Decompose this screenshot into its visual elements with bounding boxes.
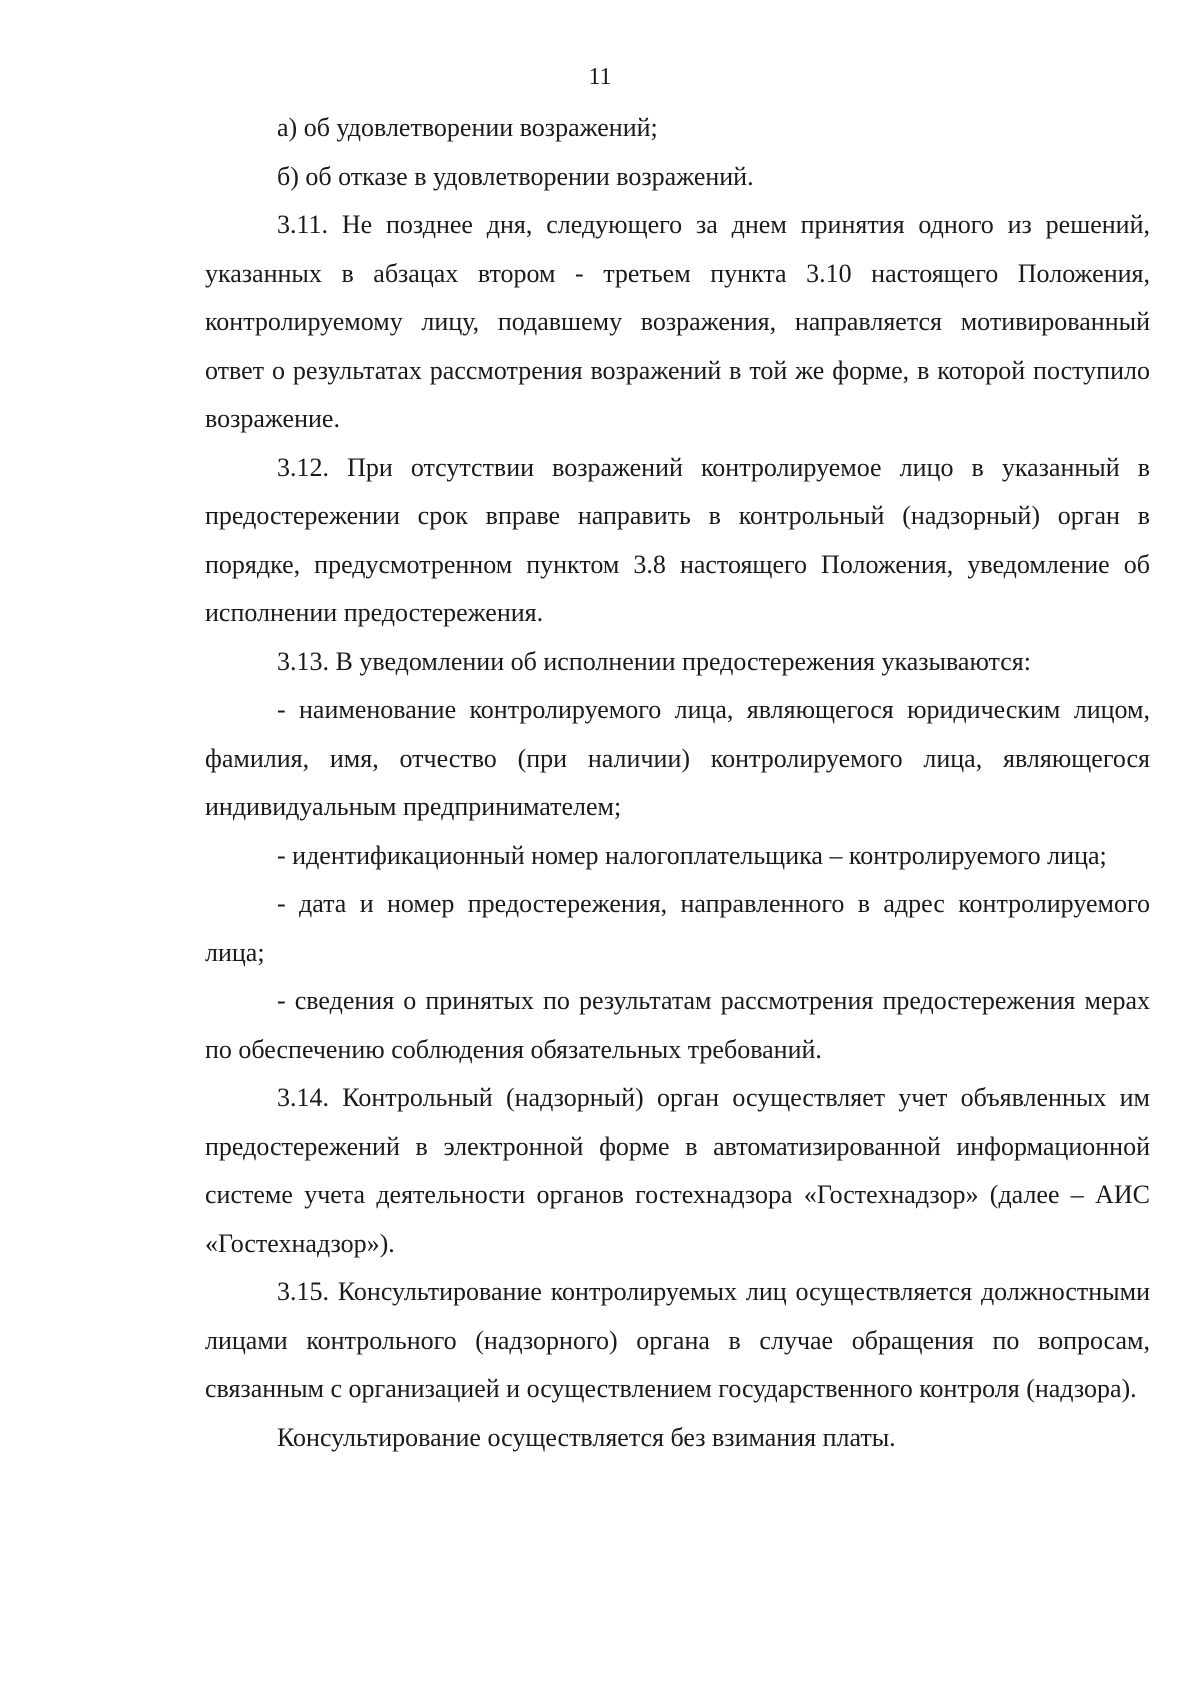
paragraph-3-11: 3.11. Не позднее дня, следующего за днем принятия одного из решений, указанных в абзацах втором - третьем пункта 3.10 настоящего Положения, контролируемому лицу, подавшему возражения, направляется мотивированный ответ о результатах рассмотрения возражений в той же форме, в которой поступило возражение. [205, 210, 1150, 433]
paragraph-3-13: 3.13. В уведомлении об исполнении предостережения указываются: [277, 646, 1031, 676]
list-item-name: - наименование контролируемого лица, являющегося юридическим лицом, фамилия, имя, отчество (при наличии) контролируемого лица, являющегося индивидуальным предпринимателем; [205, 695, 1150, 821]
list-item-inn: - идентификационный номер налогоплательщика – контролируемого лица; [277, 840, 1107, 870]
document-body [205, 104, 1150, 1462]
paragraph-3-12: 3.12. При отсутствии возражений контролируемое лицо в указанный в предостережении срок вправе направить в контрольный (надзорный) орган в порядке, предусмотренном пунктом 3.8 настоящего Положения, уведомление об исполнении предостережения. [205, 452, 1150, 627]
paragraph-item-b: б) об отказе в удовлетворении возражений. [277, 161, 754, 191]
page-number: 11 [588, 64, 612, 90]
paragraph-3-14: 3.14. Контрольный (надзорный) орган осуществляет учет объявленных им предостережений в электронной форме в автоматизированной информационной системе учета деятельности органов гостехнадзора «Гостехнадзор» (далее – АИС «Гостехнадзор»). [205, 1083, 1150, 1258]
paragraph-consulting-free: Консультирование осуществляется без взимания платы. [277, 1422, 896, 1452]
paragraph-item-a: а) об удовлетворении возражений; [277, 113, 658, 142]
paragraph-3-15: 3.15. Консультирование контролируемых лиц осуществляется должностными лицами контрольного (надзорного) органа в случае обращения по вопросам, связанным с организацией и осуществлением государственного контроля (надзора). [205, 1277, 1150, 1403]
list-item-measures: - сведения о принятых по результатам рассмотрения предостережения мерах по обеспечению соблюдения обязательных требований. [205, 986, 1150, 1064]
list-item-date-number: - дата и номер предостережения, направленного в адрес контролируемого лица; [205, 889, 1150, 967]
